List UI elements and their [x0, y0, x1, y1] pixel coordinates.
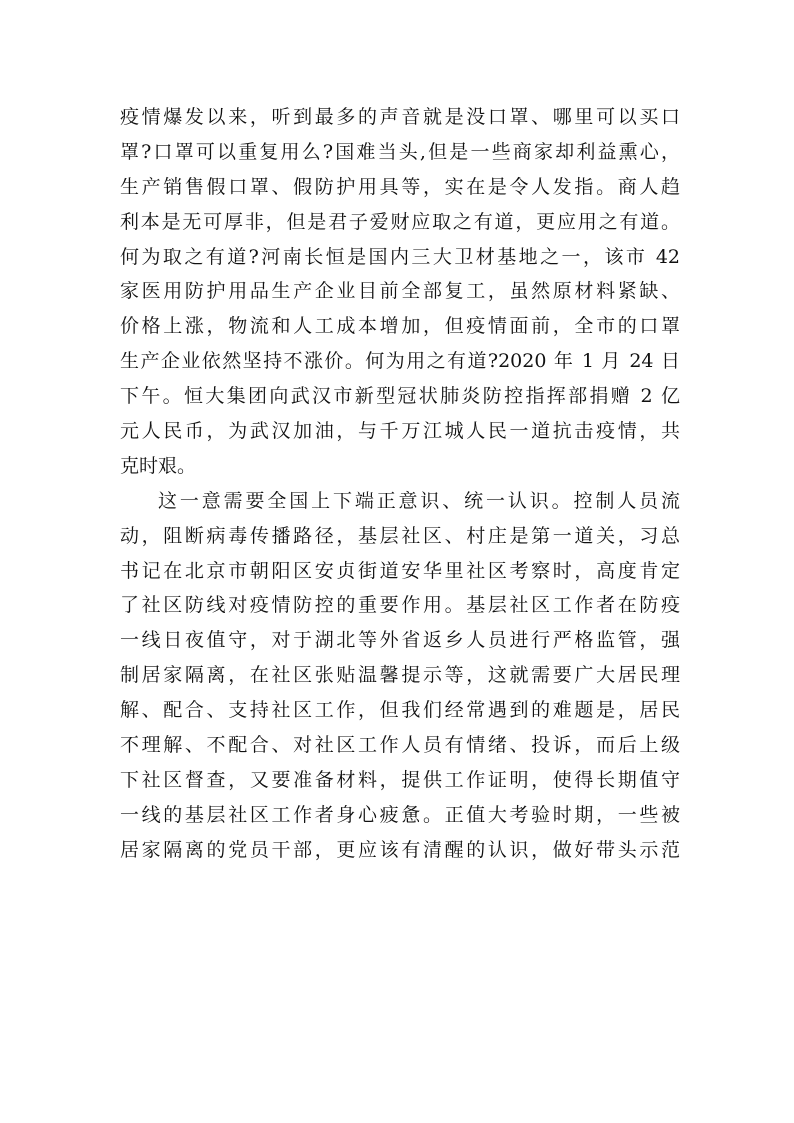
text-line: 居家隔离的党员干部，更应该有清醒的认识，做好带头示范: [120, 838, 680, 861]
text-line: 利本是无可厚非，但是君子爱财应取之有道，更应用之有道。: [120, 210, 680, 233]
text-line: 动，阻断病毒传播路径，基层社区、村庄是第一道关，习总: [120, 524, 680, 547]
text-line: 价格上涨，物流和人工成本增加，但疫情面前，全市的口罩: [120, 315, 680, 338]
text-line: 生产企业依然坚持不涨价。何为用之有道?2020 年 1 月 24 日: [120, 350, 680, 373]
text-line: 解、配合、支持社区工作，但我们经常遇到的难题是，居民: [120, 699, 680, 722]
text-line: 书记在北京市朝阳区安贞街道安华里社区考察时，高度肯定: [120, 559, 680, 582]
text-line: 元人民币，为武汉加油，与千万江城人民一道抗击疫情，共: [120, 420, 680, 443]
text-line: 一线的基层社区工作者身心疲惫。正值大考验时期，一些被: [120, 803, 680, 826]
body-text: [120, 100, 680, 868]
text-line: 不理解、不配合、对社区工作人员有情绪、投诉，而后上级: [120, 734, 680, 757]
text-line: 疫情爆发以来，听到最多的声音就是没口罩、哪里可以买口: [120, 106, 680, 128]
paragraph-1: [120, 100, 680, 484]
text-line: 下午。恒大集团向武汉市新型冠状肺炎防控指挥部捐赠 2 亿: [120, 385, 680, 408]
text-line: 制居家隔离，在社区张贴温馨提示等，这就需要广大居民理: [120, 664, 680, 687]
text-line: 克时艰。: [120, 454, 197, 477]
text-line: 一线日夜值守，对于湖北等外省返乡人员进行严格监管，强: [120, 629, 680, 652]
text-line: 罩?口罩可以重复用么?国难当头,但是一些商家却利益熏心，: [120, 140, 680, 163]
text-line: 了社区防线对疫情防控的重要作用。基层社区工作者在防疫: [120, 594, 680, 617]
text-line: 这一意需要全国上下端正意识、统一认识。控制人员流: [158, 489, 680, 512]
text-line: 生产销售假口罩、假防护用具等，实在是令人发指。商人趋: [120, 175, 680, 198]
text-line: 何为取之有道?河南长恒是国内三大卫材基地之一，该市 42: [120, 245, 680, 268]
paragraph-2: [120, 484, 680, 868]
text-line: 家医用防护用品生产企业目前全部复工，虽然原材料紧缺、: [120, 280, 680, 303]
text-line: 下社区督查，又要准备材料，提供工作证明，使得长期值守: [120, 768, 680, 791]
